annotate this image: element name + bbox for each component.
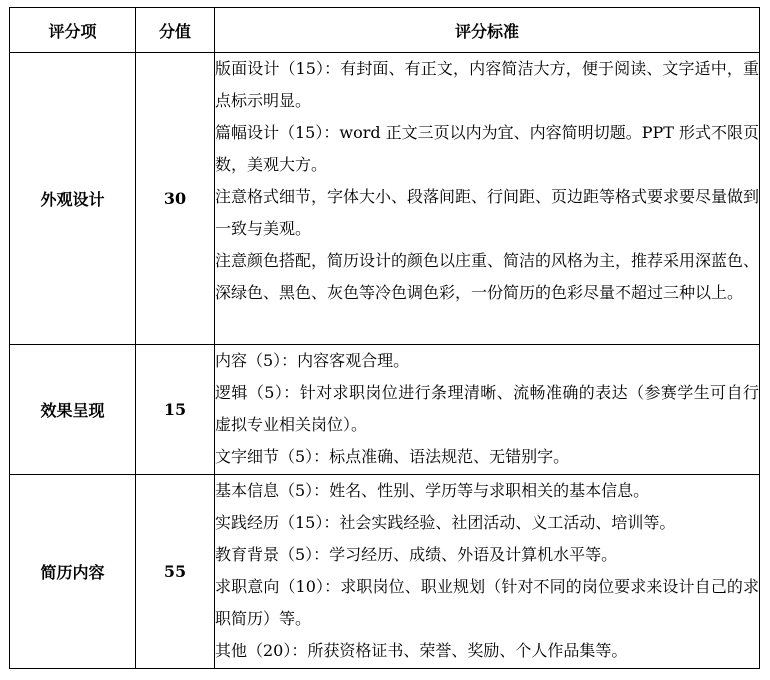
- header-category: 评分项: [10, 8, 136, 53]
- score-cell: 55: [136, 475, 215, 669]
- criteria-cell: [215, 475, 760, 669]
- header-criteria: 评分标准: [215, 8, 760, 53]
- header-row: [10, 8, 760, 53]
- table-row: [10, 475, 760, 669]
- criteria-item: 逻辑（5）：针对求职岗位进行条理清晰、流畅准确的表达（参赛学生可自行虚拟专业相关岗位）。: [215, 383, 759, 434]
- criteria-cell: [215, 53, 760, 345]
- score-cell: 15: [136, 345, 215, 475]
- criteria-item: 内容（5）：内容客观合理。: [215, 351, 410, 370]
- criteria-item: 基本信息（5）：姓名、性别、学历等与求职相关的基本信息。: [215, 481, 650, 500]
- header-score: 分值: [136, 8, 215, 53]
- rubric-table: [9, 7, 760, 669]
- criteria-item: 篇幅设计（15）：word 正文三页以内为宜、内容简明切题。PPT 形式不限页数，美观大方。: [215, 123, 759, 174]
- criteria-item: 求职意向（10）：求职岗位、职业规划（针对不同的岗位要求来设计自己的求职简历）等。: [215, 577, 759, 628]
- criteria-item: 实践经历（15）：社会实践经验、社团活动、义工活动、培训等。: [215, 513, 676, 532]
- category-cell: 简历内容: [10, 475, 136, 669]
- criteria-item: 注意格式细节，字体大小、段落间距、行间距、页边距等格式要求要尽量做到一致与美观。: [215, 187, 760, 238]
- criteria-item: 文字细节（5）：标点准确、语法规范、无错别字。: [215, 447, 570, 466]
- category-cell: 效果呈现: [10, 345, 136, 475]
- criteria-item: 其他（20）：所获资格证书、荣誉、奖励、个人作品集等。: [215, 641, 628, 660]
- table-row: [10, 53, 760, 345]
- criteria-item: 注意颜色搭配，简历设计的颜色以庄重、简洁的风格为主，推荐采用深蓝色、深绿色、黑色、灰色等冷色调色彩，一份简历的色彩尽量不超过三种以上。: [215, 251, 760, 302]
- criteria-item: 教育背景（5）：学习经历、成绩、外语及计算机水平等。: [215, 545, 618, 564]
- category-cell: 外观设计: [10, 53, 136, 345]
- criteria-item: 版面设计（15）：有封面、有正文，内容简洁大方，便于阅读、文字适中，重点标示明显。: [215, 59, 759, 110]
- criteria-cell: [215, 345, 760, 475]
- table-row: [10, 345, 760, 475]
- score-cell: 30: [136, 53, 215, 345]
